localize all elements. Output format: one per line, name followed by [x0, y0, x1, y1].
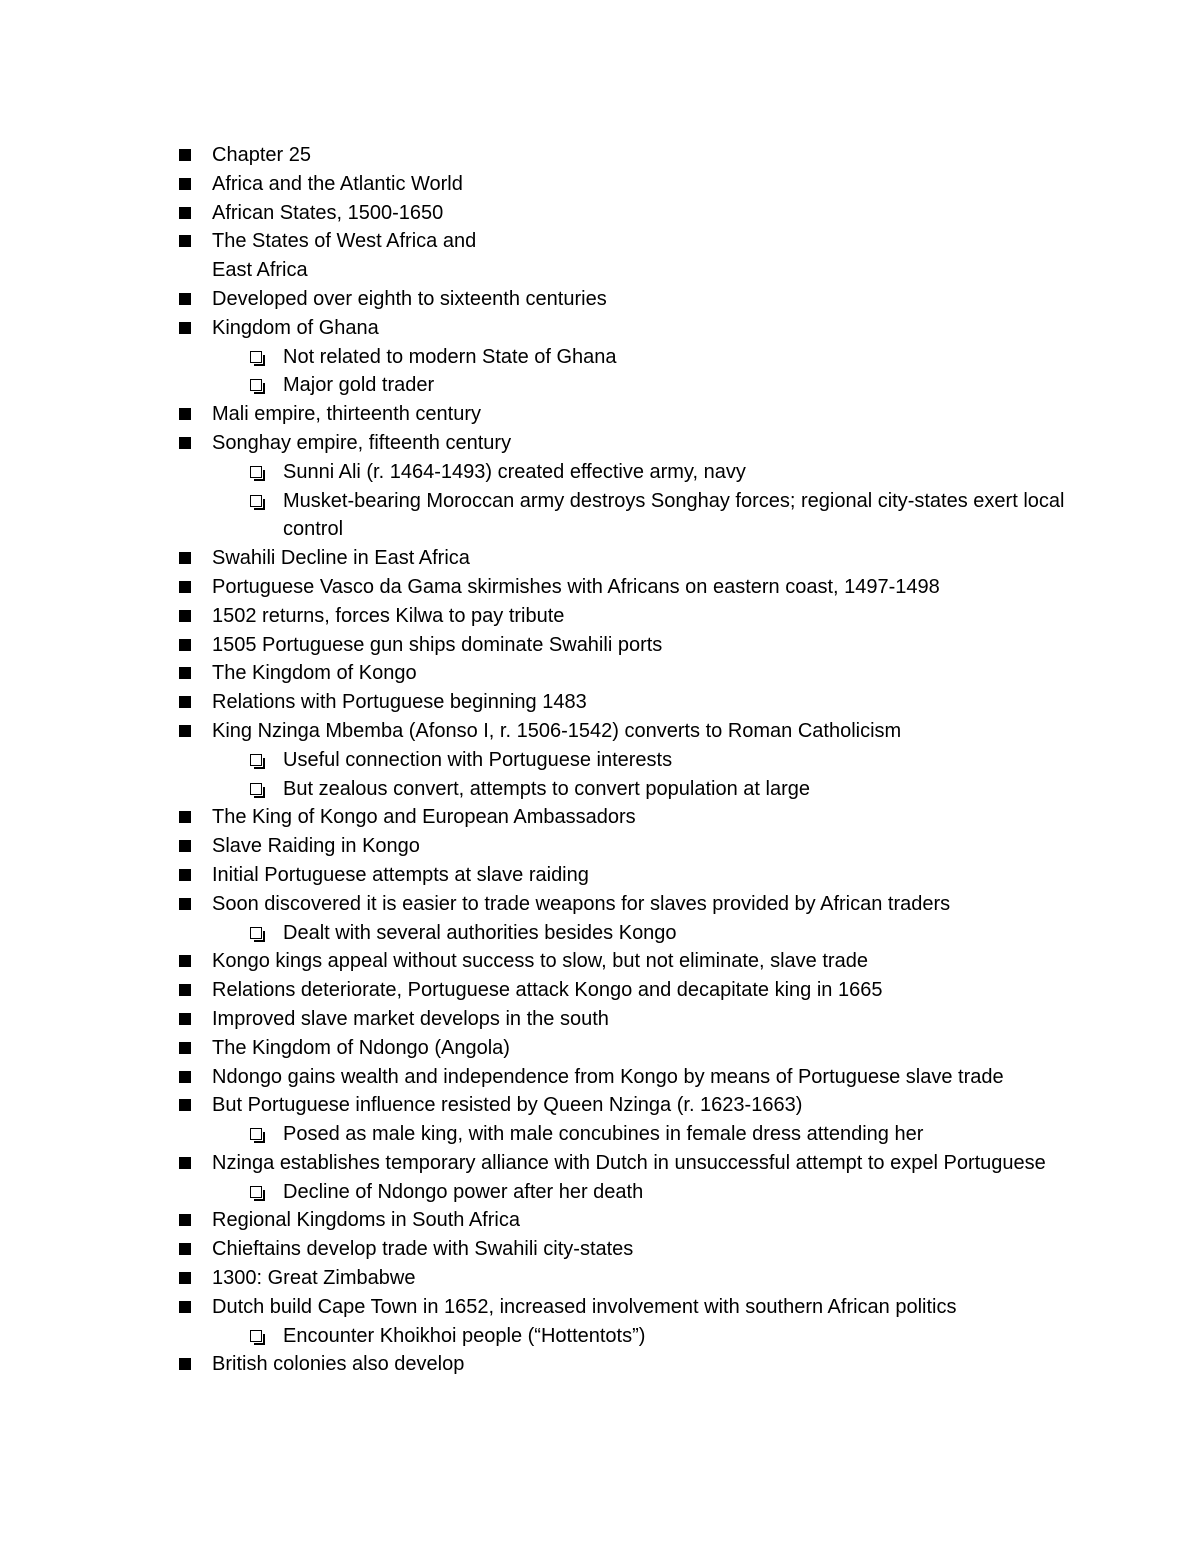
square-bullet-icon: [179, 1214, 191, 1226]
checkbox-bullet-icon: [250, 1186, 262, 1198]
square-bullet-icon: [179, 322, 191, 334]
list-item: [212, 199, 1092, 228]
list-item-text: Kongo kings appeal without success to slow, but not eliminate, slave trade: [212, 950, 868, 973]
checkbox-bullet-icon: [250, 927, 262, 939]
list-item: [212, 832, 1092, 861]
square-bullet-icon: [179, 1042, 191, 1054]
square-bullet-icon: [179, 898, 191, 910]
list-item-text: African States, 1500-1650: [212, 201, 444, 224]
list-item-text: Initial Portuguese attempts at slave raiding: [212, 863, 589, 886]
square-bullet-icon: [179, 984, 191, 996]
list-item: [212, 659, 1092, 688]
square-bullet-icon: [179, 1071, 191, 1083]
list-item: [212, 314, 1092, 343]
list-item-text: The Kingdom of Ndongo (Angola): [212, 1036, 510, 1059]
list-item: [212, 976, 1092, 1005]
square-bullet-icon: [179, 437, 191, 449]
square-bullet-icon: [179, 1358, 191, 1370]
list-item-text: Slave Raiding in Kongo: [212, 835, 420, 858]
sub-list-item: [283, 371, 1093, 400]
list-item-text: The States of West Africa and East Africa: [212, 230, 477, 282]
list-item-text: King Nzinga Mbemba (Afonso I, r. 1506-1542) converts to Roman Catholicism: [212, 719, 902, 742]
list-item-text: Ndongo gains wealth and independence from Kongo by means of Portuguese slave trade: [212, 1065, 1004, 1088]
list-item-text: Portuguese Vasco da Gama skirmishes with Africans on eastern coast, 1497-1498: [212, 575, 940, 598]
sub-list-item-text: Major gold trader: [283, 374, 435, 397]
list-item: [212, 1206, 1092, 1235]
square-bullet-icon: [179, 235, 191, 247]
checkbox-bullet-icon: [250, 1330, 262, 1342]
square-bullet-icon: [179, 149, 191, 161]
list-item-text: Dutch build Cape Town in 1652, increased involvement with southern African politics: [212, 1295, 957, 1318]
sub-list-item: [283, 1322, 1093, 1351]
sub-list-item-text: Dealt with several authorities besides Kongo: [283, 921, 677, 944]
sub-list-item-text: Decline of Ndongo power after her death: [283, 1180, 644, 1203]
list-item: [212, 227, 512, 285]
square-bullet-icon: [179, 811, 191, 823]
list-item: [212, 170, 1092, 199]
list-item: [212, 1264, 1092, 1293]
square-bullet-icon: [179, 869, 191, 881]
list-item: [212, 1034, 1092, 1063]
list-item: [212, 890, 1092, 919]
list-item: [212, 947, 1092, 976]
list-item-text: Kingdom of Ghana: [212, 316, 379, 339]
list-item: [212, 1350, 1092, 1379]
square-bullet-icon: [179, 610, 191, 622]
square-bullet-icon: [179, 1099, 191, 1111]
checkbox-bullet-icon: [250, 379, 262, 391]
square-bullet-icon: [179, 178, 191, 190]
list-item: [212, 573, 1092, 602]
square-bullet-icon: [179, 581, 191, 593]
list-item-text: Swahili Decline in East Africa: [212, 547, 470, 570]
list-item: [212, 803, 1092, 832]
sub-list-item-text: Useful connection with Portuguese interests: [283, 748, 673, 771]
list-item: [212, 1293, 1092, 1322]
list-item: [212, 688, 1092, 717]
sub-list-item: [283, 487, 1093, 545]
sub-list-item: [283, 343, 1093, 372]
sub-list-item-text: Musket-bearing Moroccan army destroys Songhay forces; regional city-states exert local control: [283, 489, 1065, 541]
checkbox-bullet-icon: [250, 754, 262, 766]
list-item-text: 1502 returns, forces Kilwa to pay tribute: [212, 604, 565, 627]
list-item: [212, 285, 1092, 314]
square-bullet-icon: [179, 667, 191, 679]
square-bullet-icon: [179, 293, 191, 305]
square-bullet-icon: [179, 725, 191, 737]
square-bullet-icon: [179, 955, 191, 967]
list-item-text: The King of Kongo and European Ambassadors: [212, 806, 636, 829]
list-item-text: Developed over eighth to sixteenth centuries: [212, 287, 607, 310]
square-bullet-icon: [179, 1243, 191, 1255]
list-item: [212, 1091, 1092, 1120]
checkbox-bullet-icon: [250, 1128, 262, 1140]
list-item: [212, 400, 1092, 429]
square-bullet-icon: [179, 639, 191, 651]
list-item-text: 1505 Portuguese gun ships dominate Swahili ports: [212, 633, 663, 656]
list-item: [212, 544, 1092, 573]
sub-list-item: [283, 1120, 1093, 1149]
outline-list: [0, 141, 1200, 1379]
list-item-text: British colonies also develop: [212, 1353, 465, 1376]
list-item-text: Chieftains develop trade with Swahili city-states: [212, 1238, 634, 1261]
checkbox-bullet-icon: [250, 495, 262, 507]
list-item: [212, 861, 1092, 890]
square-bullet-icon: [179, 696, 191, 708]
list-item-text: The Kingdom of Kongo: [212, 662, 417, 685]
square-bullet-icon: [179, 408, 191, 420]
square-bullet-icon: [179, 840, 191, 852]
sub-list-item: [283, 775, 1093, 804]
list-item: [212, 1005, 1092, 1034]
checkbox-bullet-icon: [250, 783, 262, 795]
square-bullet-icon: [179, 207, 191, 219]
sub-list-item: [283, 919, 1093, 948]
sub-list-item-text: Sunni Ali (r. 1464-1493) created effective army, navy: [283, 460, 746, 483]
list-item-text: Soon discovered it is easier to trade weapons for slaves provided by African traders: [212, 892, 951, 915]
list-item-text: Relations deteriorate, Portuguese attack Kongo and decapitate king in 1665: [212, 979, 883, 1002]
sub-list-item-text: Not related to modern State of Ghana: [283, 345, 617, 368]
list-item: [212, 631, 1092, 660]
list-item: [212, 602, 1092, 631]
sub-list-item: [283, 458, 1093, 487]
square-bullet-icon: [179, 1301, 191, 1313]
list-item: [212, 1149, 1092, 1178]
square-bullet-icon: [179, 552, 191, 564]
list-item: [212, 1063, 1092, 1092]
square-bullet-icon: [179, 1157, 191, 1169]
square-bullet-icon: [179, 1272, 191, 1284]
list-item-text: Improved slave market develops in the south: [212, 1007, 609, 1030]
sub-list-item-text: Encounter Khoikhoi people (“Hottentots”): [283, 1324, 646, 1347]
sub-list-item-text: Posed as male king, with male concubines in female dress attending her: [283, 1123, 924, 1146]
checkbox-bullet-icon: [250, 466, 262, 478]
list-item-text: Nzinga establishes temporary alliance with Dutch in unsuccessful attempt to expel Portuguese: [212, 1151, 1046, 1174]
list-item-text: Regional Kingdoms in South Africa: [212, 1209, 520, 1232]
sub-list-item-text: But zealous convert, attempts to convert population at large: [283, 777, 810, 800]
list-item-text: But Portuguese influence resisted by Queen Nzinga (r. 1623-1663): [212, 1094, 803, 1117]
sub-list-item: [283, 1178, 1093, 1207]
sub-list-item: [283, 746, 1093, 775]
list-item-text: 1300: Great Zimbabwe: [212, 1267, 416, 1290]
list-item: [212, 429, 1092, 458]
list-item-text: Chapter 25: [212, 144, 311, 166]
list-item: [212, 141, 1092, 170]
list-item-text: Songhay empire, fifteenth century: [212, 431, 512, 454]
square-bullet-icon: [179, 1013, 191, 1025]
list-item-text: Relations with Portuguese beginning 1483: [212, 691, 587, 714]
list-item: [212, 1235, 1092, 1264]
list-item: [212, 717, 1092, 746]
checkbox-bullet-icon: [250, 351, 262, 363]
list-item-text: Mali empire, thirteenth century: [212, 403, 482, 426]
list-item-text: Africa and the Atlantic World: [212, 172, 463, 195]
